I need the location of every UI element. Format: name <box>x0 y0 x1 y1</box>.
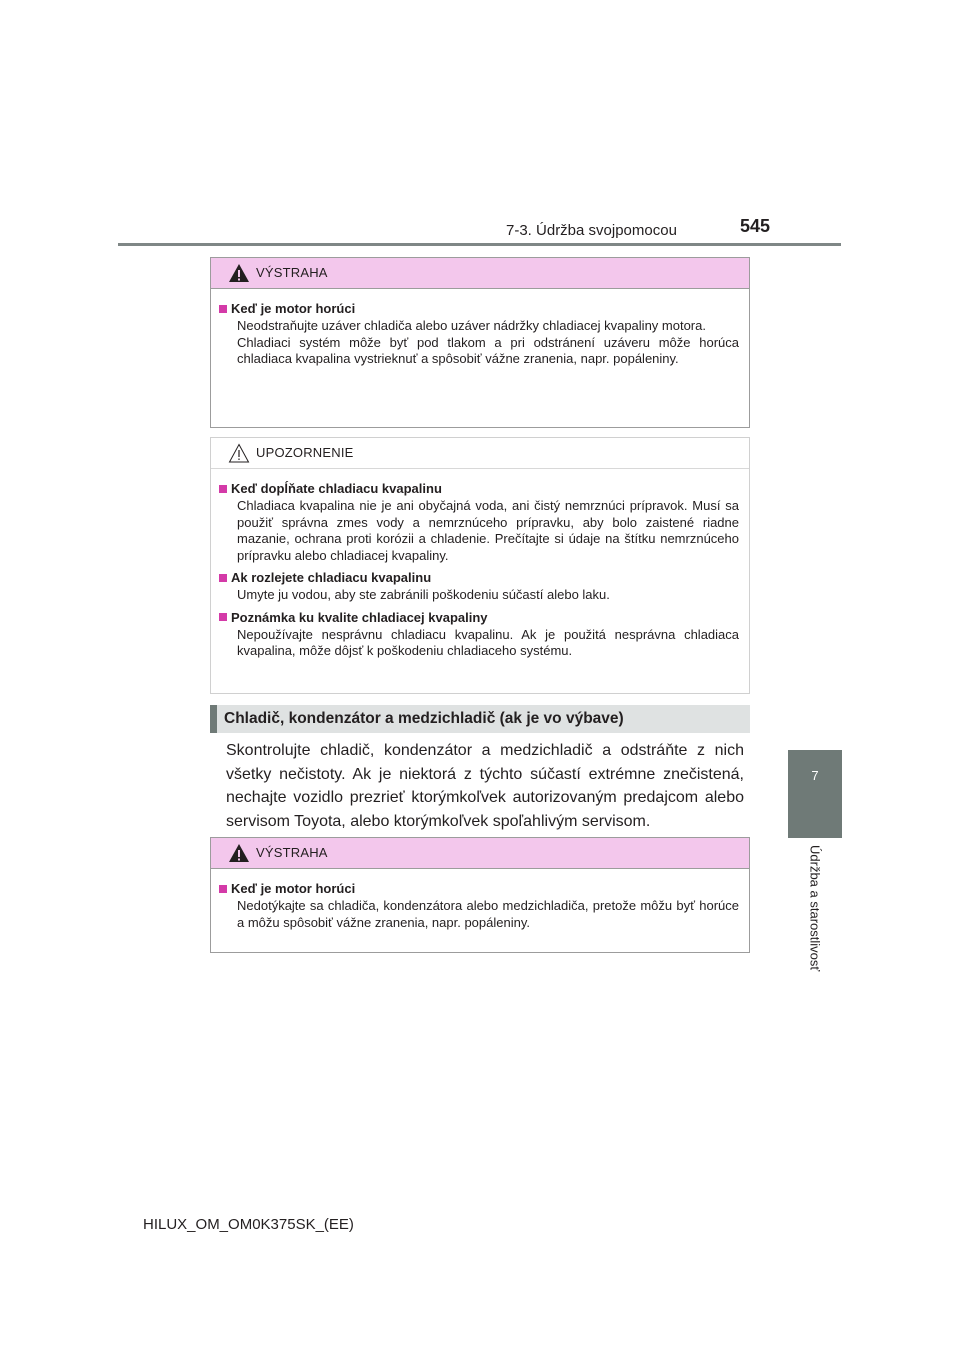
item-heading <box>219 481 739 496</box>
square-bullet-icon <box>219 485 227 493</box>
caution-box-header <box>211 438 749 469</box>
square-bullet-icon <box>219 613 227 621</box>
warning-box-header <box>211 258 749 289</box>
square-bullet-icon <box>219 574 227 582</box>
square-bullet-icon <box>219 305 227 313</box>
item-heading <box>219 301 739 316</box>
chapter-number: 7 <box>811 768 819 783</box>
item-text: Nedotýkajte sa chladiča, kondenzátora alebo medzichladiča, pretože môžu byť horúce a môžu spôsobiť vážne zranenia, napr. popáleniny. <box>237 898 739 930</box>
header-section-title: 7-3. Údržba svojpomocou <box>506 222 677 239</box>
warning-triangle-icon <box>228 843 250 863</box>
warning-box <box>210 837 750 953</box>
caution-triangle-outline-icon <box>228 443 250 463</box>
header-divider <box>118 243 841 246</box>
item-heading-text: Ak rozlejete chladiacu kvapalinu <box>231 570 432 585</box>
warning-triangle-icon <box>228 263 250 283</box>
item-heading-text: Poznámka ku kvalite chladiacej kvapaliny <box>231 609 488 625</box>
caution-box-body <box>211 469 749 680</box>
chapter-label: Údržba a starostlivosť <box>807 845 823 972</box>
section-title: Chladič, kondenzátor a medzichladič (ak je vo výbave) <box>224 710 624 727</box>
section-heading <box>210 705 750 733</box>
chapter-label-wrap <box>788 845 842 990</box>
item-heading-text: Keď je motor horúci <box>231 301 356 316</box>
warning-box-body <box>211 289 749 388</box>
warning-box-body <box>211 869 749 951</box>
square-bullet-icon <box>219 885 227 893</box>
page-number: 545 <box>740 216 771 236</box>
item-heading <box>219 881 739 896</box>
item-text: Chladiaci systém môže byť pod tlakom a pri odstránení uzáveru môže horúca chladiaca kvapalina vystrieknuť a spôsobiť vážne zranenia, napr. popáleniny. <box>237 334 739 366</box>
caution-box-title: UPOZORNENIE <box>256 445 354 460</box>
body-paragraph: Skontrolujte chladič, kondenzátor a medzichladič a odstráňte z nich všetky nečistoty. Ak je niektorá z týchto súčastí extrémne znečistená, nechajte vozidlo prezrieť ktorýmkoľvek autorizovaným predajcom alebo servisom Toyota, alebo ktorýmkoľvek spoľahlivým servisom. <box>226 742 744 830</box>
section-heading-bar <box>210 705 217 733</box>
warning-box-title: VÝSTRAHA <box>256 845 328 860</box>
warning-box-title: VÝSTRAHA <box>256 265 328 280</box>
document-code: HILUX_OM_OM0K375SK_(EE) <box>143 1216 354 1233</box>
item-text: Neodstraňujte uzáver chladiča alebo uzáver nádržky chladiacej kvapaliny motora. <box>237 318 706 333</box>
warning-box-header <box>211 838 749 869</box>
item-heading-text: Keď dopĺňate chladiacu kvapalinu <box>231 481 442 496</box>
item-text: Nepoužívajte nesprávnu chladiacu kvapalinu. Ak je použitá nesprávna chladiaca kvapalina, môže dôjsť k poškodeniu chladiaceho systému. <box>237 626 739 658</box>
chapter-tab <box>788 750 842 838</box>
item-heading <box>219 570 739 585</box>
item-heading <box>219 610 739 625</box>
item-text: Chladiaca kvapalina nie je ani obyčajná voda, ani čistý nemrznúci prípravok. Musí sa použiť správna zmes vody a nemrznúceho prípravku, aby bolo zaistené riadne mazanie, ochrana proti korózii a chladenie. Prečítajte si údaje na štítku nemrznúceho prípravku alebo chladiacej kvapaliny. <box>237 498 739 563</box>
warning-box <box>210 257 750 428</box>
item-text: Umyte ju vodou, aby ste zabránili poškodeniu súčastí alebo laku. <box>237 587 610 602</box>
caution-box <box>210 437 750 694</box>
item-heading-text: Keď je motor horúci <box>231 881 356 896</box>
